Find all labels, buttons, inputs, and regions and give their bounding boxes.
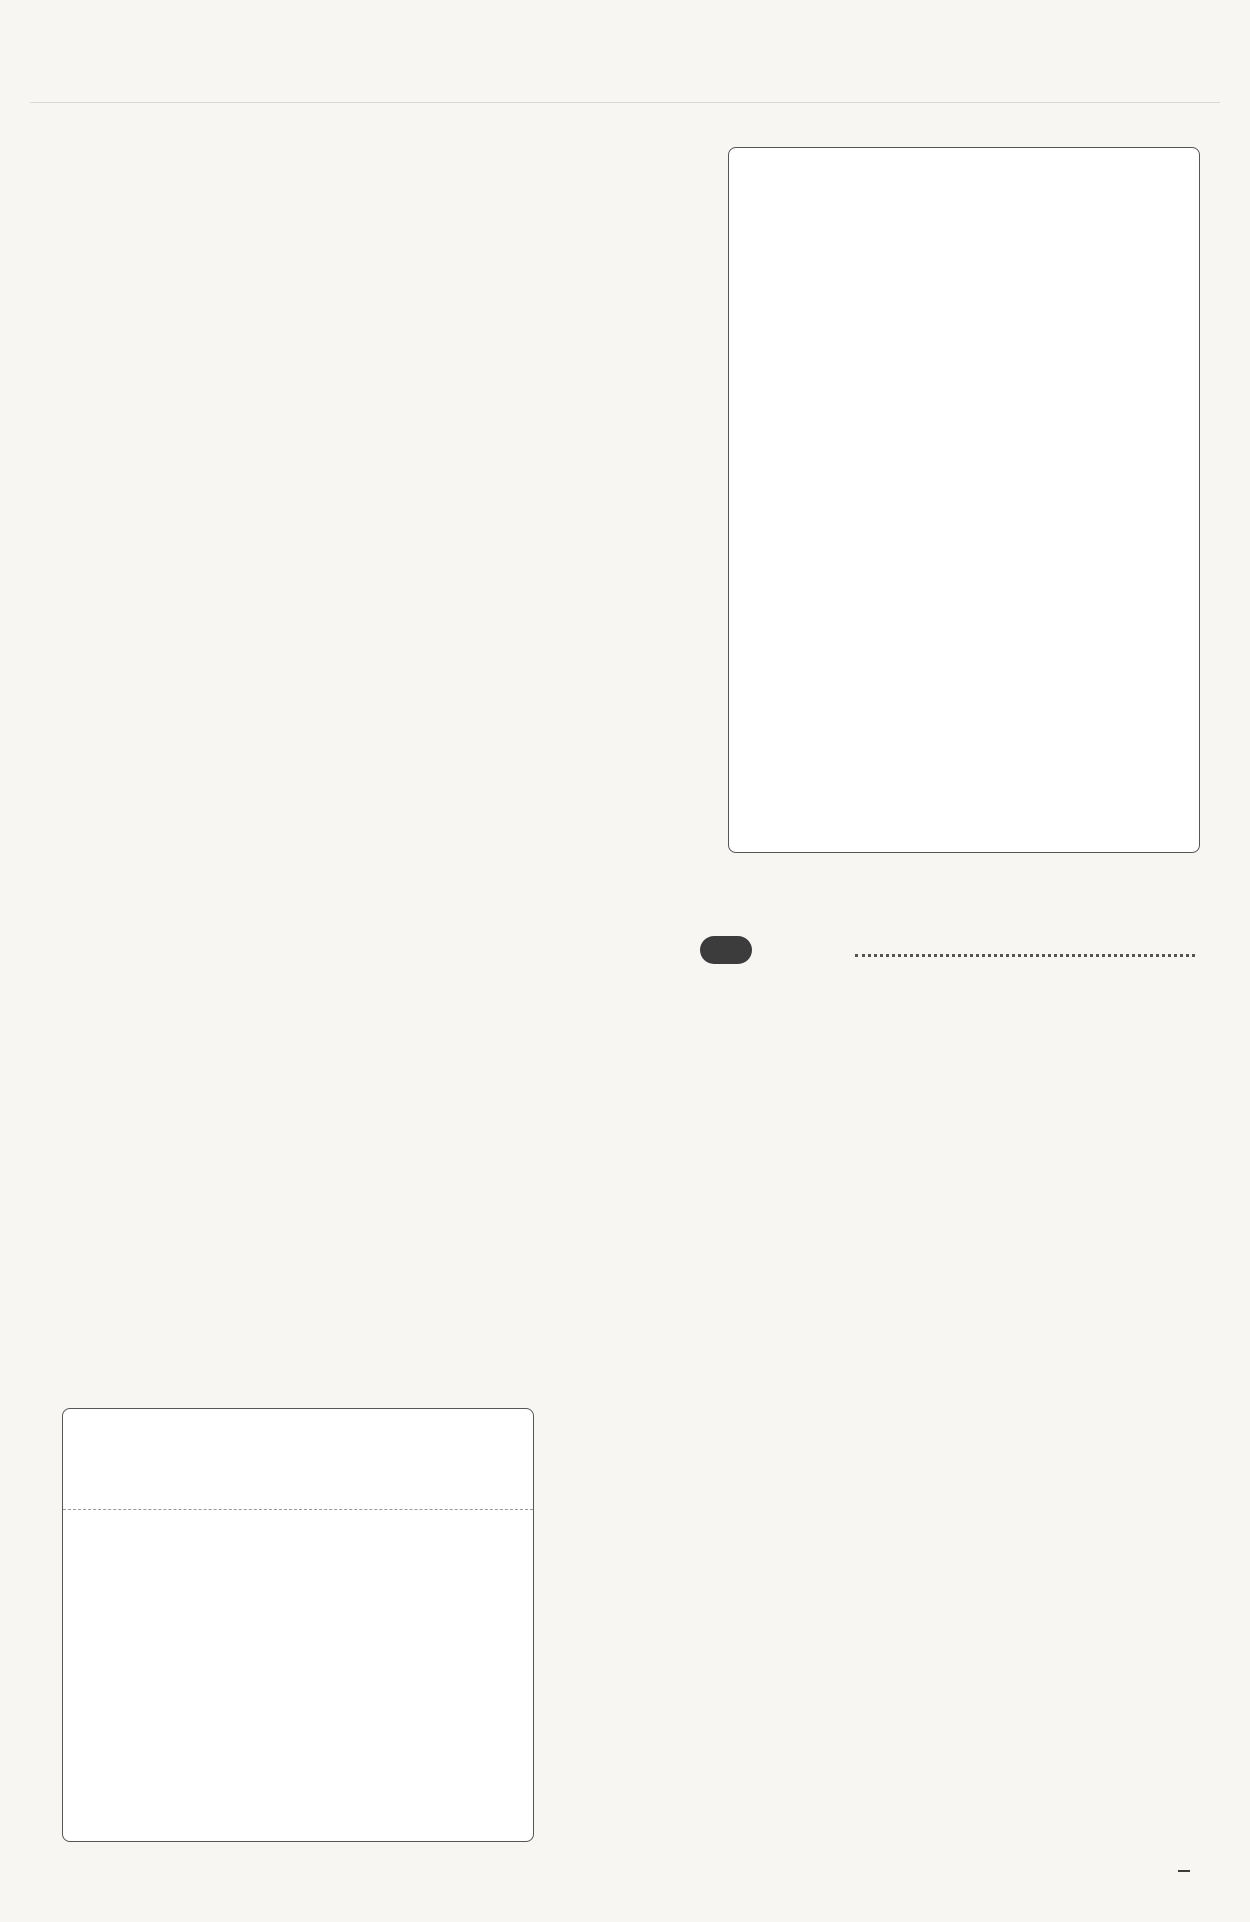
left-explanation-table — [62, 1408, 534, 1842]
right-continued-table — [728, 147, 1200, 853]
experiment-badge — [700, 938, 752, 962]
section-dotted-rule — [855, 954, 1195, 957]
table-divider — [63, 1509, 533, 1510]
header-divider — [30, 102, 1220, 103]
experiment-badge-label — [700, 936, 752, 964]
page-number — [1178, 1870, 1190, 1872]
